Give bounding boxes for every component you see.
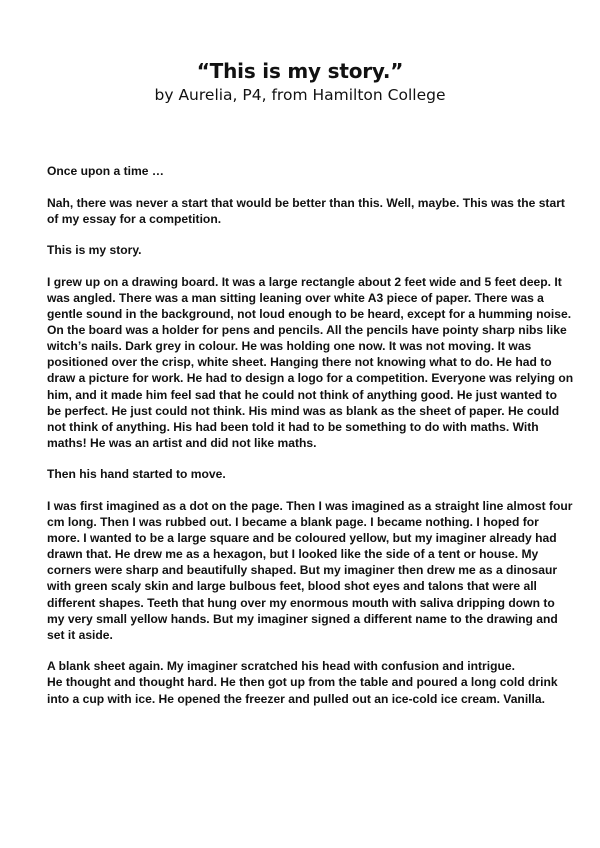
story-paragraph bbox=[47, 195, 567, 227]
paragraph-line: gentle sound in the background, not loud enough to be heard, except for a humming noise. bbox=[47, 307, 572, 322]
story-paragraph bbox=[47, 466, 567, 482]
paragraph-line: A blank sheet again. My imaginer scratched his head with confusion and intrigue. bbox=[47, 659, 515, 674]
story-paragraph bbox=[47, 498, 573, 643]
paragraph-line: Once upon a time … bbox=[47, 164, 164, 178]
story-body bbox=[47, 163, 574, 722]
paragraph-line: him, and it made him feel sad that he could not think of anything good. He just wanted to bbox=[47, 387, 557, 402]
paragraph-line: into a cup with ice. He opened the freezer and pulled out an ice-cold ice cream. Vanilla. bbox=[47, 691, 545, 706]
paragraph-line: my very small yellow hands. But my imaginer signed a different name to the drawing and bbox=[47, 611, 558, 626]
paragraph-line: I grew up on a drawing board. It was a large rectangle about 2 feet wide and 5 feet deep. It bbox=[47, 274, 562, 289]
story-paragraph bbox=[47, 274, 574, 451]
document-header bbox=[0, 58, 600, 106]
story-paragraph bbox=[47, 163, 567, 179]
story-byline: by Aurelia, P4, from Hamilton College bbox=[154, 86, 446, 104]
paragraph-line: drawn that. He drew me as a hexagon, but I looked like the side of a tent or house. My bbox=[47, 547, 539, 562]
paragraph-line: different shapes. Teeth that hung over my enormous mouth with saliva dripping down to bbox=[47, 595, 555, 610]
paragraph-line: was angled. There was a man sitting leaning over white A3 piece of paper. There was a bbox=[47, 290, 544, 305]
paragraph-line: Then his hand started to move. bbox=[47, 467, 226, 482]
paragraph-line: cm long. Then I was rubbed out. I became a blank page. I became nothing. I hoped for bbox=[47, 515, 539, 530]
paragraph-line: of my essay for a competition. bbox=[47, 211, 222, 226]
paragraph-line: He thought and thought hard. He then got up from the table and poured a long cold drink bbox=[47, 675, 558, 690]
story-paragraph bbox=[47, 242, 567, 258]
paragraph-line: On the board was a holder for pens and pencils. All the pencils have pointy sharp nibs like bbox=[47, 323, 567, 338]
paragraph-line: set it aside. bbox=[47, 627, 113, 642]
paragraph-line: Nah, there was never a start that would be better than this. Well, maybe. This was the start bbox=[47, 195, 565, 210]
paragraph-line: with green scaly skin and large bulbous feet, blood shot eyes and talons that were all bbox=[47, 579, 537, 594]
paragraph-line: This is my story. bbox=[47, 243, 142, 258]
story-title: “This is my story.” bbox=[196, 59, 404, 83]
paragraph-line: be perfect. He just could not think. His mind was as blank as the sheet of paper. He could bbox=[47, 403, 560, 418]
paragraph-line: I was first imagined as a dot on the page. Then I was imagined as a straight line almost four bbox=[47, 499, 573, 513]
paragraph-line: positioned over the crisp, white sheet. Hanging there not knowing what to do. He had to bbox=[47, 355, 552, 370]
story-paragraph bbox=[47, 658, 567, 706]
paragraph-line: corners were sharp and beautifully shaped. But my imaginer then drew me as a dinosaur bbox=[47, 563, 558, 578]
paragraph-line: draw a picture for work. He had to design a logo for a competition. Everyone was relying on bbox=[47, 371, 574, 386]
paragraph-line: more. I wanted to be a large square and be coloured yellow, but my imaginer already had bbox=[47, 531, 557, 546]
paragraph-line: not think of anything. His had been told it had to be something to do with maths. With bbox=[47, 419, 539, 434]
paragraph-line: witch’s nails. Dark grey in colour. He was holding one now. It was not moving. It was bbox=[47, 339, 532, 354]
paragraph-line: maths! He was an artist and did not like maths. bbox=[47, 435, 317, 450]
